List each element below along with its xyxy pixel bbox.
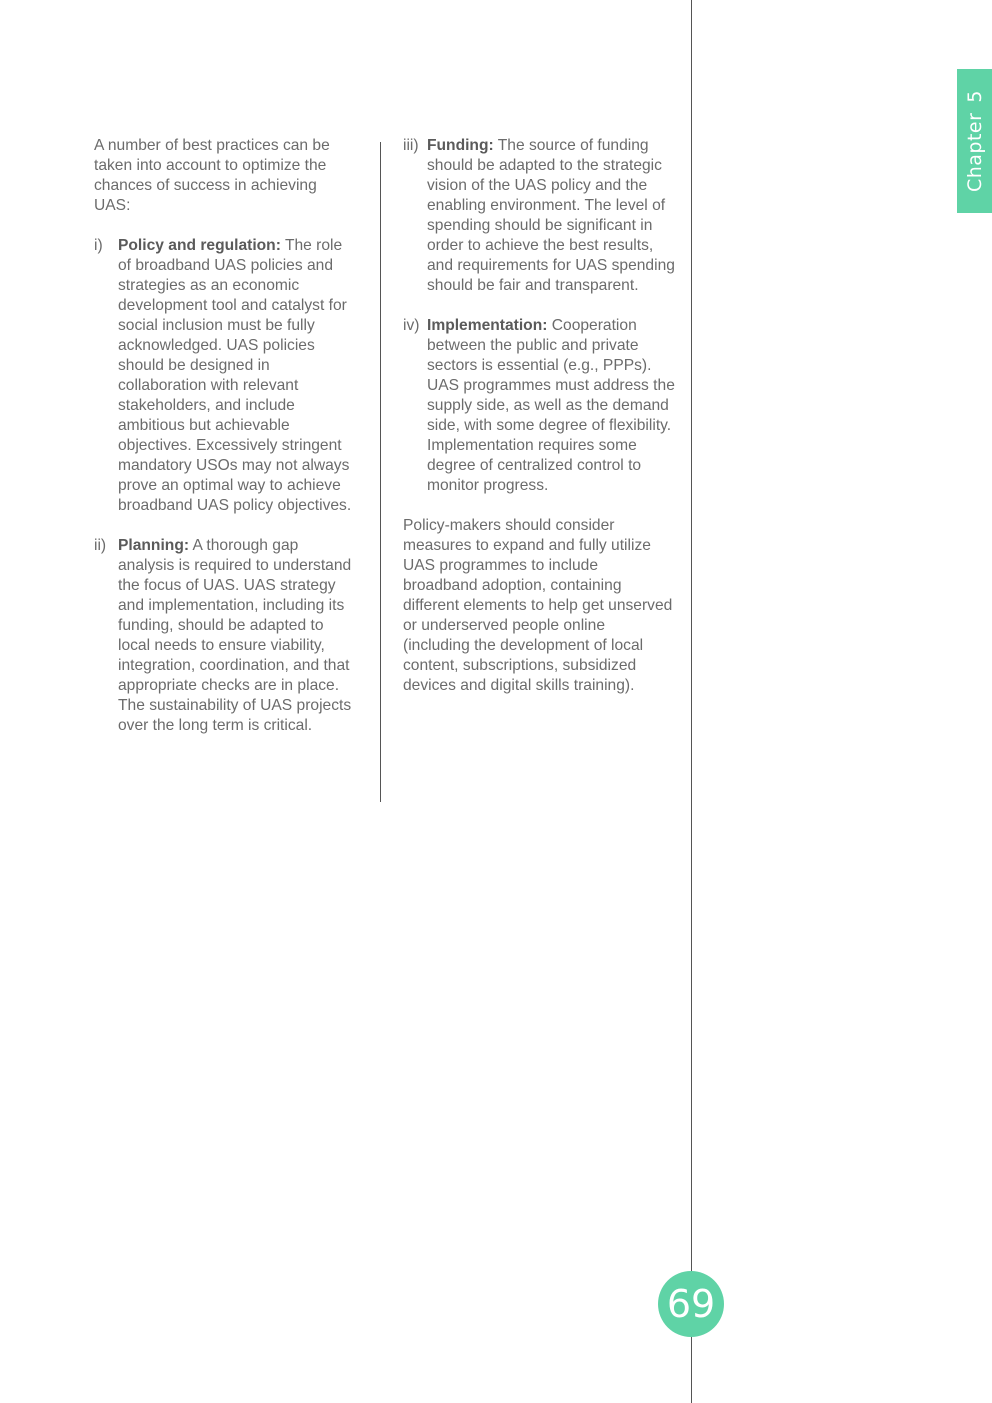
chapter-label: Chapter — [963, 112, 986, 193]
list-text: Cooperation between the public and private sectors is essential (e.g., PPPs). UAS programmes must address the supply side, as well as the demand side, with some degree of flexibility. Implementation requires some degree of centralized control to monitor progress. — [427, 317, 675, 494]
list-term: Implementation: — [427, 317, 548, 334]
list-term: Policy and regulation: — [118, 237, 281, 254]
list-marker: iv) — [403, 317, 420, 334]
right-column — [403, 136, 675, 716]
chapter-tab — [957, 69, 992, 213]
page-divider-line — [691, 0, 692, 1403]
list-text: A thorough gap analysis is required to understand the focus of UAS. UAS strategy and implementation, including its funding, should be adapted to local needs to ensure viability, integration, coordination, and that appropriate checks are in place. The sustainability of UAS projects over the long term is critical. — [118, 537, 352, 734]
list-text: The source of funding should be adapted to the strategic vision of the UAS policy and the enabling environment. The level of spending should be significant in order to achieve the best results, and requirements for UAS spending should be fair and transparent. — [427, 137, 675, 294]
closing-paragraph: Policy-makers should consider measures to expand and fully utilize UAS programmes to include broadband adoption, containing different elements to help get unserved or underserved people online (including the development of local content, subscriptions, subsidized devices and digital skills training). — [403, 517, 673, 694]
page-number-badge: 69 — [658, 1271, 724, 1337]
chapter-number: 5 — [963, 89, 986, 103]
list-marker: i) — [94, 237, 103, 254]
list-item-implementation — [403, 316, 675, 496]
column-divider-line — [380, 142, 381, 802]
list-item-policy-regulation — [94, 236, 356, 516]
intro-paragraph: A number of best practices can be taken into account to optimize the chances of success in achieving UAS: — [94, 137, 330, 214]
list-text: The role of broadband UAS policies and strategies as an economic development tool and catalyst for social inclusion must be fully acknowledged. UAS policies should be designed in collaboration with relevant stakeholders, and include ambitious but achievable objectives. Excessively stringent mandatory USOs may not always prove an optimal way to achieve broadband UAS policy objectives. — [118, 237, 352, 514]
list-marker: ii) — [94, 537, 107, 554]
list-item-funding — [403, 136, 675, 296]
list-term: Planning: — [118, 537, 190, 554]
chapter-tab-text — [964, 90, 986, 192]
left-column — [94, 136, 356, 756]
list-item-planning — [94, 536, 356, 736]
list-marker: iii) — [403, 137, 419, 154]
list-term: Funding: — [427, 137, 494, 154]
